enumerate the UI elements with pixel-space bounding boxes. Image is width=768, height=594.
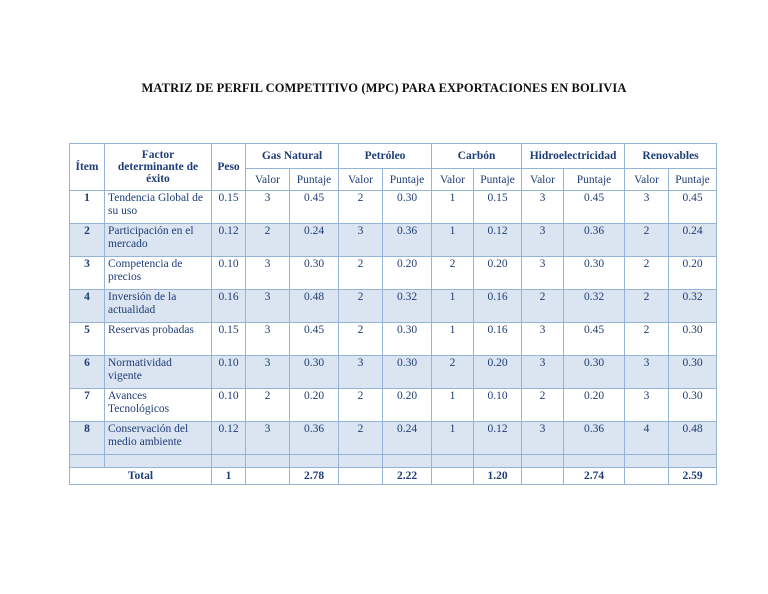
score-cell: 0.30 — [564, 257, 625, 290]
score-cell: 0.30 — [383, 356, 432, 389]
value-cell: 2 — [339, 191, 383, 224]
value-cell: 2 — [339, 323, 383, 356]
value-cell: 1 — [432, 422, 474, 455]
header-score: Puntaje — [669, 169, 717, 191]
score-cell: 0.16 — [474, 290, 522, 323]
score-cell: 0.12 — [474, 224, 522, 257]
value-cell: 2 — [625, 257, 669, 290]
weight-cell: 0.16 — [212, 290, 246, 323]
competitive-profile-matrix — [69, 143, 717, 485]
header-score: Puntaje — [290, 169, 339, 191]
score-cell: 0.30 — [564, 356, 625, 389]
empty-cell — [70, 455, 105, 468]
value-cell: 2 — [339, 290, 383, 323]
value-cell: 3 — [246, 290, 290, 323]
empty-cell — [105, 455, 212, 468]
value-cell: 2 — [339, 389, 383, 422]
value-cell: 2 — [432, 257, 474, 290]
value-cell: 2 — [246, 224, 290, 257]
score-cell: 0.32 — [669, 290, 717, 323]
total-score: 2.74 — [564, 468, 625, 485]
value-cell: 2 — [522, 389, 564, 422]
item-number: 8 — [70, 422, 105, 455]
score-cell: 0.30 — [669, 356, 717, 389]
factor-label: Avances Tecnológicos — [105, 389, 212, 422]
value-cell: 3 — [522, 224, 564, 257]
score-cell: 0.48 — [290, 290, 339, 323]
value-cell: 2 — [625, 224, 669, 257]
value-cell: 3 — [246, 323, 290, 356]
header-value: Valor — [432, 169, 474, 191]
score-cell: 0.24 — [290, 224, 339, 257]
score-cell: 0.36 — [383, 224, 432, 257]
score-cell: 0.20 — [474, 257, 522, 290]
score-cell: 0.24 — [669, 224, 717, 257]
value-cell: 3 — [625, 356, 669, 389]
header-value: Valor — [625, 169, 669, 191]
table-row — [70, 290, 717, 323]
total-label: Total — [70, 468, 212, 485]
score-cell: 0.48 — [669, 422, 717, 455]
empty-cell — [339, 455, 383, 468]
score-cell: 0.20 — [564, 389, 625, 422]
item-number: 4 — [70, 290, 105, 323]
empty-cell — [212, 455, 246, 468]
weight-cell: 0.15 — [212, 191, 246, 224]
empty-cell — [432, 468, 474, 485]
score-cell: 0.45 — [564, 191, 625, 224]
value-cell: 3 — [522, 191, 564, 224]
empty-cell — [246, 455, 290, 468]
value-cell: 3 — [625, 389, 669, 422]
value-cell: 3 — [339, 224, 383, 257]
empty-cell — [290, 455, 339, 468]
factor-label: Competencia de precios — [105, 257, 212, 290]
value-cell: 2 — [246, 389, 290, 422]
header-row-groups — [70, 144, 717, 169]
factor-label: Conservación del medio ambiente — [105, 422, 212, 455]
empty-cell — [246, 468, 290, 485]
score-cell: 0.24 — [383, 422, 432, 455]
total-score: 2.78 — [290, 468, 339, 485]
document-title: MATRIZ DE PERFIL COMPETITIVO (MPC) PARA EXPORTACIONES EN BOLIVIA — [141, 81, 627, 95]
factor-label: Reservas probadas — [105, 323, 212, 356]
score-cell: 0.36 — [290, 422, 339, 455]
score-cell: 0.45 — [290, 323, 339, 356]
weight-cell: 0.10 — [212, 389, 246, 422]
total-score: 1.20 — [474, 468, 522, 485]
weight-cell: 0.12 — [212, 224, 246, 257]
value-cell: 1 — [432, 224, 474, 257]
empty-cell — [669, 455, 717, 468]
header-value: Valor — [522, 169, 564, 191]
factor-label: Tendencia Global de su uso — [105, 191, 212, 224]
header-value: Valor — [339, 169, 383, 191]
total-row — [70, 468, 717, 485]
value-cell: 1 — [432, 389, 474, 422]
value-cell: 3 — [246, 356, 290, 389]
weight-cell: 0.10 — [212, 356, 246, 389]
table-row — [70, 191, 717, 224]
score-cell: 0.30 — [383, 323, 432, 356]
header-group-hidroelectricidad: Hidroelectricidad — [522, 144, 625, 169]
score-cell: 0.16 — [474, 323, 522, 356]
empty-cell — [522, 468, 564, 485]
weight-cell: 0.10 — [212, 257, 246, 290]
value-cell: 2 — [339, 422, 383, 455]
table-row — [70, 257, 717, 290]
empty-cell — [522, 455, 564, 468]
header-item: Ítem — [70, 144, 105, 191]
item-number: 1 — [70, 191, 105, 224]
item-number: 3 — [70, 257, 105, 290]
item-number: 5 — [70, 323, 105, 356]
table-row — [70, 422, 717, 455]
value-cell: 3 — [246, 257, 290, 290]
score-cell: 0.15 — [474, 191, 522, 224]
value-cell: 2 — [625, 323, 669, 356]
value-cell: 3 — [625, 191, 669, 224]
total-score: 2.59 — [669, 468, 717, 485]
value-cell: 3 — [522, 323, 564, 356]
score-cell: 0.30 — [290, 356, 339, 389]
header-score: Puntaje — [474, 169, 522, 191]
value-cell: 3 — [522, 356, 564, 389]
item-number: 6 — [70, 356, 105, 389]
value-cell: 1 — [432, 323, 474, 356]
score-cell: 0.30 — [290, 257, 339, 290]
score-cell: 0.10 — [474, 389, 522, 422]
value-cell: 3 — [522, 257, 564, 290]
value-cell: 2 — [522, 290, 564, 323]
value-cell: 1 — [432, 290, 474, 323]
header-group-petroleo: Petróleo — [339, 144, 432, 169]
value-cell: 3 — [339, 356, 383, 389]
spacer-row — [70, 455, 717, 468]
value-cell: 2 — [625, 290, 669, 323]
value-cell: 4 — [625, 422, 669, 455]
header-group-gas-natural: Gas Natural — [246, 144, 339, 169]
value-cell: 2 — [339, 257, 383, 290]
score-cell: 0.20 — [383, 389, 432, 422]
header-group-renovables: Renovables — [625, 144, 717, 169]
score-cell: 0.32 — [383, 290, 432, 323]
score-cell: 0.45 — [290, 191, 339, 224]
score-cell: 0.45 — [669, 191, 717, 224]
table-row — [70, 323, 717, 356]
header-score: Puntaje — [564, 169, 625, 191]
score-cell: 0.30 — [383, 191, 432, 224]
empty-cell — [339, 468, 383, 485]
score-cell: 0.45 — [564, 323, 625, 356]
header-group-carbon: Carbón — [432, 144, 522, 169]
value-cell: 3 — [522, 422, 564, 455]
score-cell: 0.30 — [669, 323, 717, 356]
empty-cell — [625, 455, 669, 468]
header-weight: Peso — [212, 144, 246, 191]
empty-cell — [474, 455, 522, 468]
empty-cell — [432, 455, 474, 468]
score-cell: 0.32 — [564, 290, 625, 323]
value-cell: 2 — [432, 356, 474, 389]
weight-cell: 0.12 — [212, 422, 246, 455]
empty-cell — [383, 455, 432, 468]
score-cell: 0.20 — [474, 356, 522, 389]
total-weight: 1 — [212, 468, 246, 485]
value-cell: 3 — [246, 422, 290, 455]
header-value: Valor — [246, 169, 290, 191]
total-score: 2.22 — [383, 468, 432, 485]
item-number: 2 — [70, 224, 105, 257]
empty-cell — [625, 468, 669, 485]
score-cell: 0.36 — [564, 224, 625, 257]
factor-label: Participación en el mercado — [105, 224, 212, 257]
value-cell: 3 — [246, 191, 290, 224]
table-row — [70, 389, 717, 422]
factor-label: Normatividad vigente — [105, 356, 212, 389]
score-cell: 0.36 — [564, 422, 625, 455]
value-cell: 1 — [432, 191, 474, 224]
score-cell: 0.20 — [290, 389, 339, 422]
score-cell: 0.12 — [474, 422, 522, 455]
item-number: 7 — [70, 389, 105, 422]
weight-cell: 0.15 — [212, 323, 246, 356]
factor-label: Inversión de la actualidad — [105, 290, 212, 323]
score-cell: 0.20 — [383, 257, 432, 290]
empty-cell — [564, 455, 625, 468]
table-row — [70, 224, 717, 257]
score-cell: 0.20 — [669, 257, 717, 290]
header-factor: Factor determinante de éxito — [105, 144, 212, 191]
table-row — [70, 356, 717, 389]
score-cell: 0.30 — [669, 389, 717, 422]
header-score: Puntaje — [383, 169, 432, 191]
